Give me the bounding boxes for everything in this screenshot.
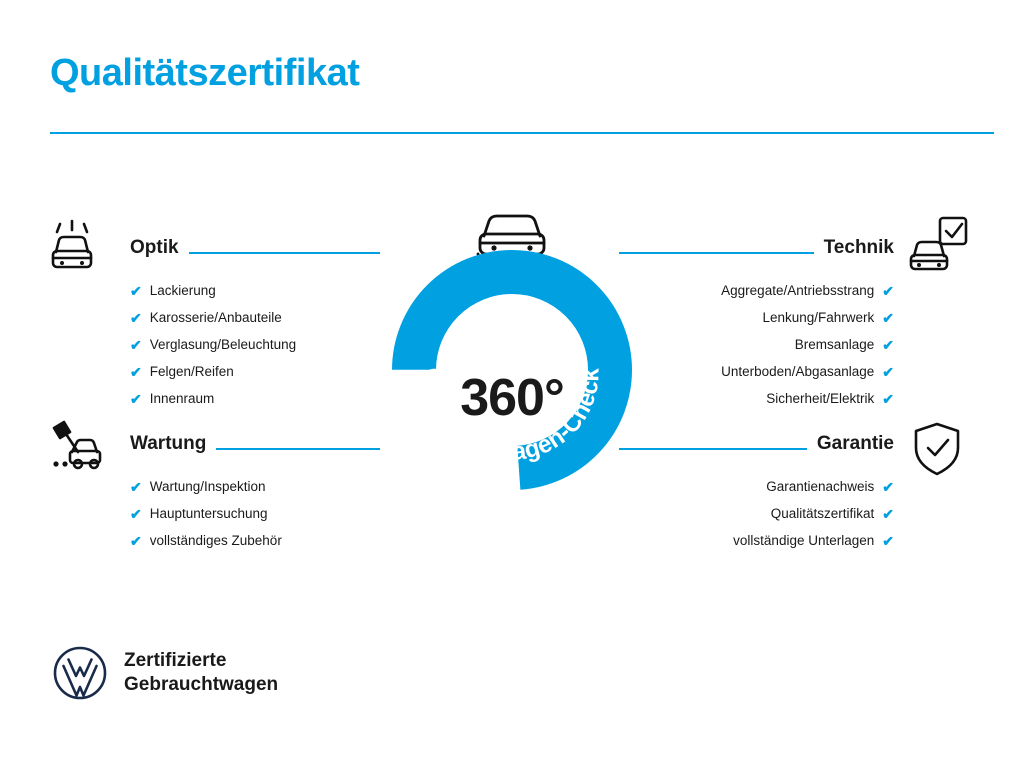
list-item-label: Felgen/Reifen: [149, 363, 234, 379]
section-wartung-list: [130, 473, 380, 554]
list-item-label: Karosserie/Anbauteile: [149, 309, 282, 325]
section-garantie-list: [619, 473, 894, 554]
list-item-label: Bremsanlage: [794, 336, 875, 352]
list-item-label: Hauptuntersuchung: [149, 505, 268, 521]
list-item-label: Aggregate/Antriebsstrang: [721, 282, 875, 298]
list-item: [619, 358, 894, 385]
list-item: [619, 277, 894, 304]
check-icon: ✔: [130, 478, 142, 495]
section-wartung-header: [130, 434, 380, 457]
list-item: [619, 385, 894, 412]
ring-label: Gebrauchtwagen-Check: [419, 367, 605, 466]
car-with-checkmark-icon: [906, 214, 976, 280]
check-icon: ✔: [882, 309, 894, 326]
section-garantie-header: [619, 434, 894, 457]
car-on-lift-icon: [48, 418, 116, 480]
list-item-label: vollständiges Zubehör: [149, 532, 282, 548]
section-wartung-title: Wartung: [130, 433, 207, 454]
check-icon: ✔: [882, 282, 894, 299]
section-technik-title: Technik: [823, 237, 894, 258]
section-garantie-title: Garantie: [816, 433, 894, 454]
list-item: [130, 527, 380, 554]
section-optik: [130, 238, 380, 412]
check-icon: ✔: [130, 309, 142, 326]
page-title: Qualitätszertifikat: [50, 52, 360, 94]
check-icon: ✔: [882, 532, 894, 549]
list-item: [619, 527, 894, 554]
footer-brand: [52, 645, 278, 701]
list-item-label: Innenraum: [149, 390, 215, 406]
section-technik: [619, 238, 894, 412]
list-item: [130, 385, 380, 412]
list-item-label: Wartung/Inspektion: [149, 478, 266, 494]
section-optik-title: Optik: [130, 237, 179, 258]
check-icon: ✔: [130, 505, 142, 522]
shield-checkmark-icon: [908, 418, 966, 480]
list-item-label: Verglasung/Beleuchtung: [149, 336, 297, 352]
list-item-label: Lenkung/Fahrwerk: [762, 309, 875, 325]
list-item: [619, 304, 894, 331]
check-icon: ✔: [882, 363, 894, 380]
center-badge: [367, 196, 657, 496]
list-item-label: vollständige Unterlagen: [733, 532, 875, 548]
section-wartung: [130, 434, 380, 554]
check-icon: ✔: [882, 478, 894, 495]
vw-logo-icon: [52, 645, 108, 701]
list-item-label: Sicherheit/Elektrik: [766, 390, 875, 406]
section-divider: [189, 252, 380, 254]
check-icon: ✔: [882, 390, 894, 407]
list-item-label: Lackierung: [149, 282, 216, 298]
section-optik-list: [130, 277, 380, 412]
list-item: [130, 277, 380, 304]
check-ring: [367, 240, 657, 500]
list-item: [130, 473, 380, 500]
check-icon: ✔: [130, 532, 142, 549]
title-divider: [50, 132, 994, 134]
check-icon: ✔: [130, 390, 142, 407]
list-item: [619, 331, 894, 358]
footer-text: [124, 649, 278, 698]
section-garantie: [619, 434, 894, 554]
list-item: [130, 500, 380, 527]
check-icon: ✔: [882, 336, 894, 353]
section-technik-list: [619, 277, 894, 412]
section-optik-header: [130, 238, 380, 261]
check-icon: ✔: [130, 363, 142, 380]
check-icon: ✔: [130, 336, 142, 353]
check-icon: ✔: [882, 505, 894, 522]
check-icon: ✔: [130, 282, 142, 299]
list-item-label: Qualitätszertifikat: [770, 505, 875, 521]
section-divider: [216, 448, 380, 450]
section-technik-header: [619, 238, 894, 261]
car-front-with-shine-icon: [48, 218, 116, 280]
footer-line-2: Gebrauchtwagen: [124, 674, 279, 695]
list-item: [619, 500, 894, 527]
list-item: [619, 473, 894, 500]
list-item: [130, 358, 380, 385]
list-item-label: Unterboden/Abgasanlage: [721, 363, 875, 379]
list-item: [130, 304, 380, 331]
list-item-label: Garantienachweis: [766, 478, 875, 494]
list-item: [130, 331, 380, 358]
footer-line-1: Zertifizierte: [124, 649, 227, 671]
degree-label: 360°: [460, 369, 564, 427]
